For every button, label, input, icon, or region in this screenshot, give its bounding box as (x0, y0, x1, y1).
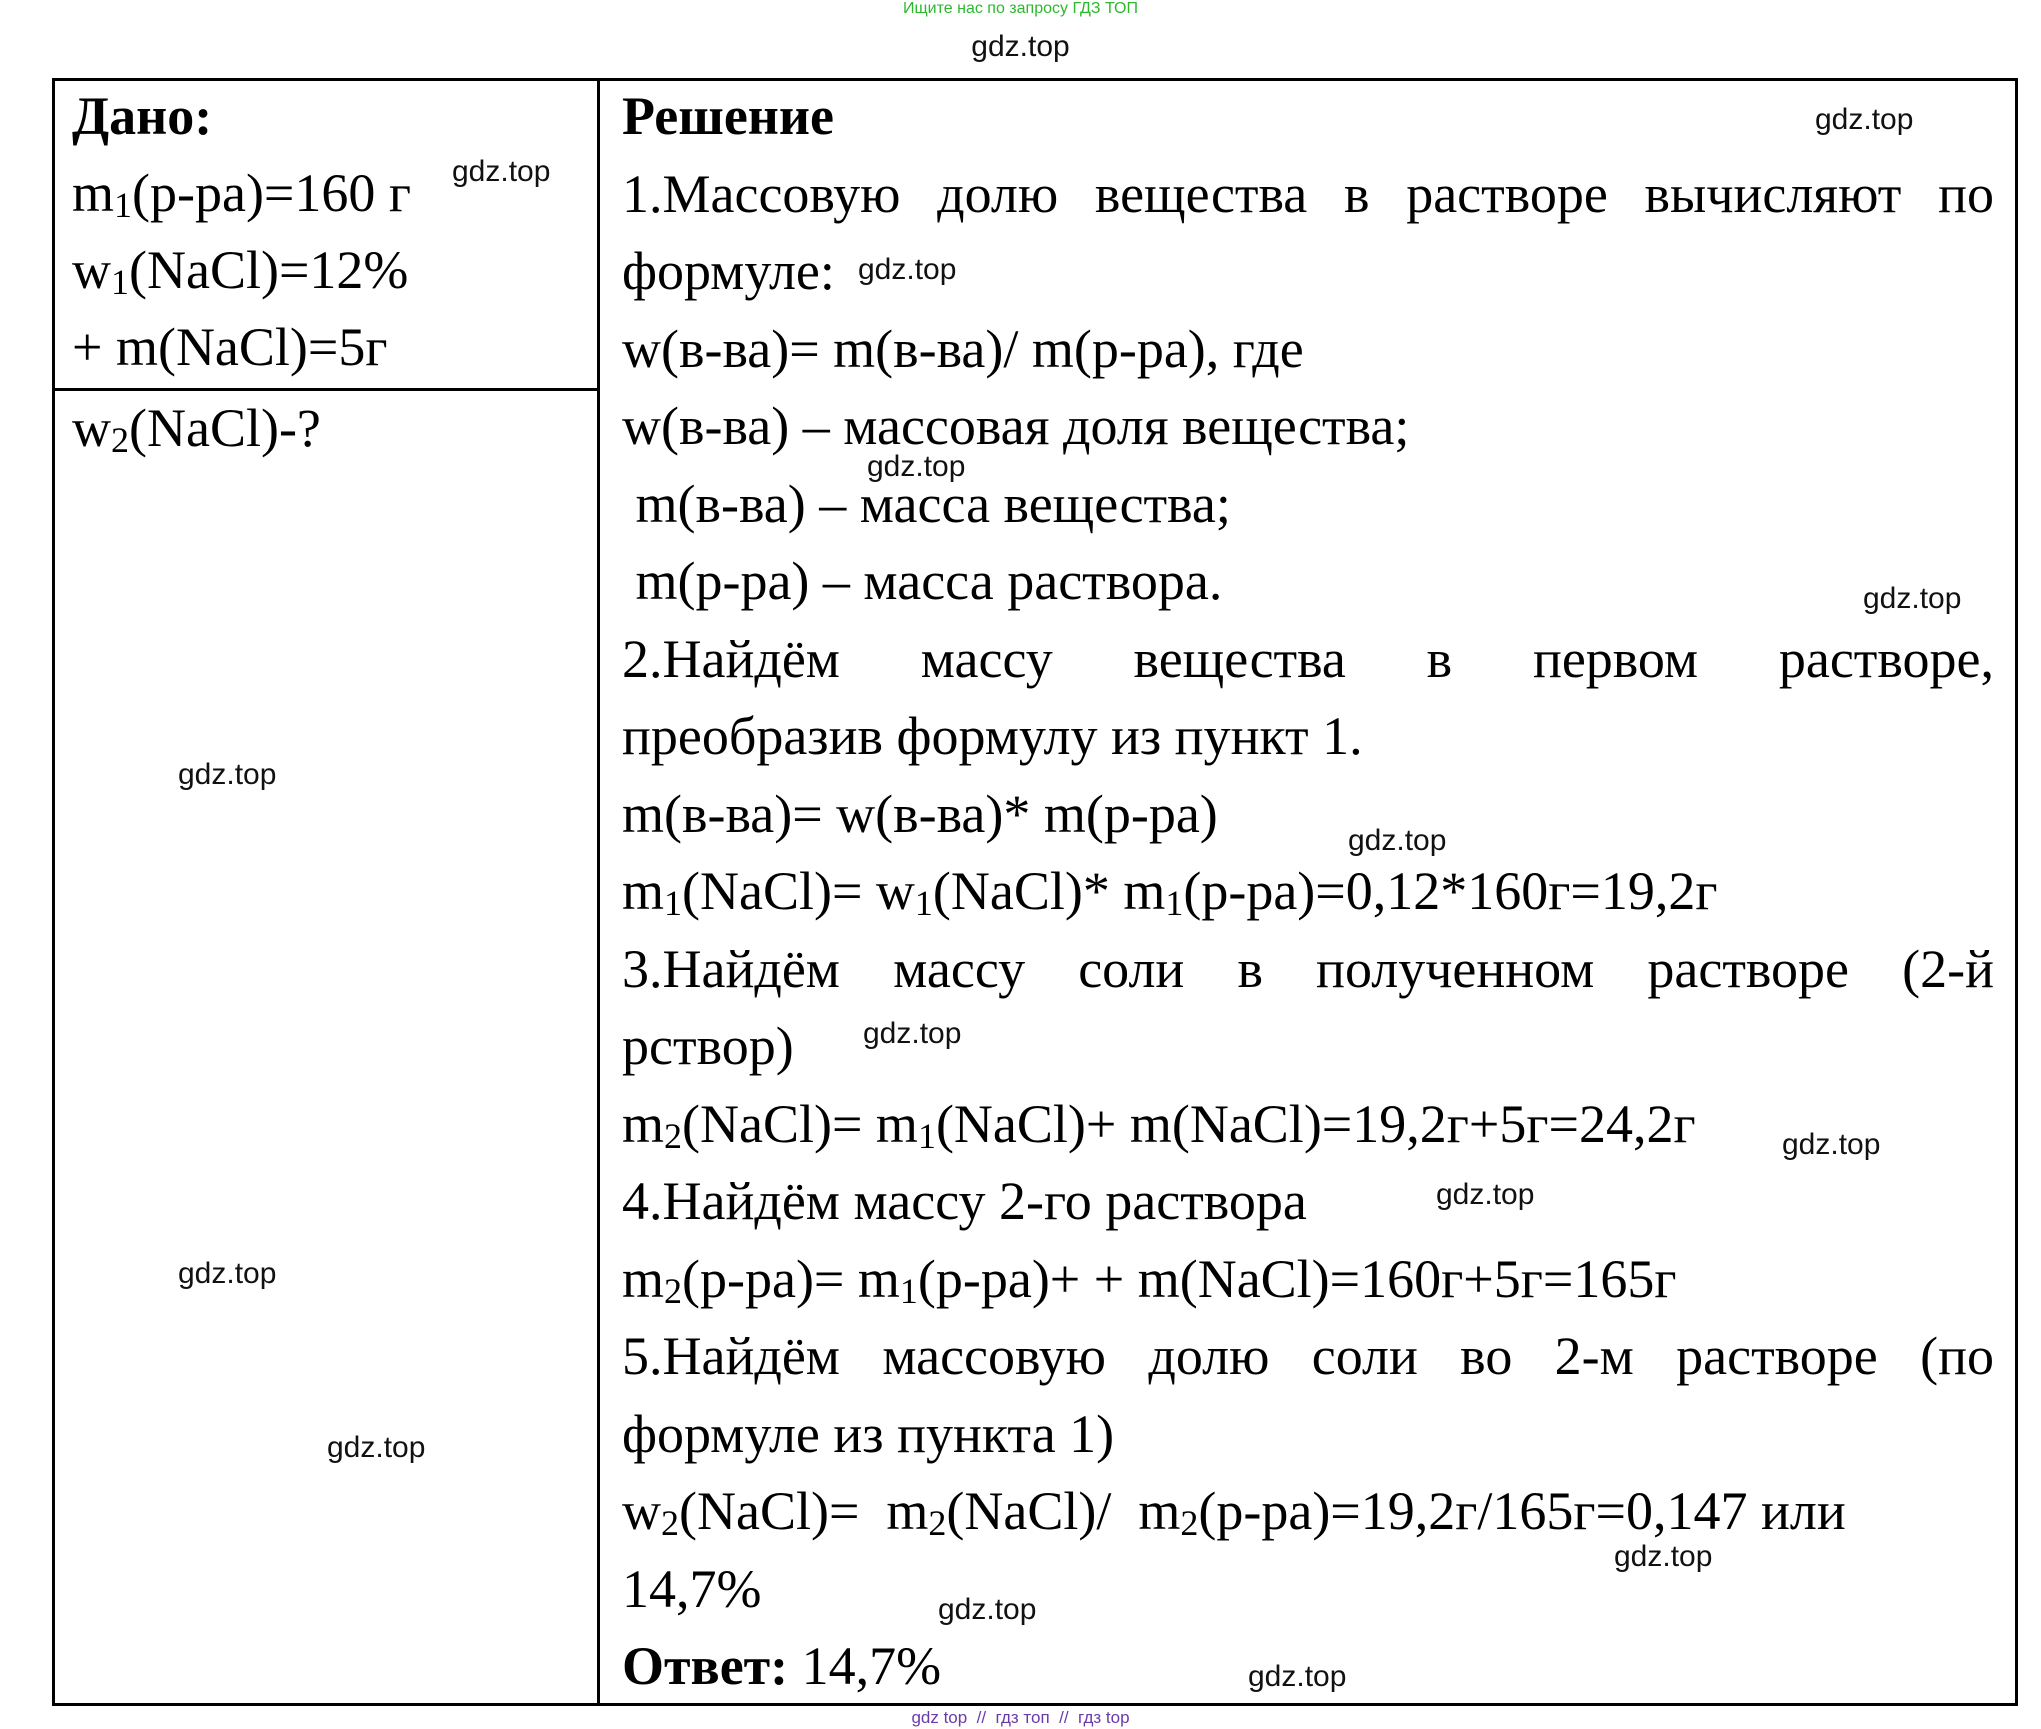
watermark: gdz.top (858, 253, 957, 286)
step-4-text: 4.Найдём массу 2-го раствора (622, 1171, 1307, 1231)
watermark: gdz.top (1782, 1128, 1881, 1161)
step-2-formula: m(в-ва)= w(в-ва)* m(р-ра) (622, 783, 1218, 844)
site-name[interactable]: gdz.top (971, 30, 1070, 63)
watermark: gdz.top (452, 155, 551, 188)
watermark: gdz.top (1815, 103, 1914, 136)
step-1-text: 1.Массовую долю вещества в растворе вычисляют по (622, 163, 1994, 224)
watermark: gdz.top (1348, 824, 1447, 857)
find-section (72, 390, 321, 467)
step-1-text-cont: формуле: (622, 241, 835, 301)
watermark: gdz.top (1436, 1178, 1535, 1211)
step-4-calculation: $m_2(р-ра)= m_1(р-ра)+$ + m(NaCl)=160г+5г=165г (622, 1248, 1677, 1311)
given-mass-solution: $m_1(р-ра)=160$ г (72, 163, 412, 225)
solution-section (622, 78, 1994, 1706)
watermark: gdz.top (178, 1257, 277, 1290)
given-heading: Дано: (72, 86, 213, 146)
watermark: gdz.top (178, 758, 277, 791)
given-section (72, 78, 411, 386)
column-divider (597, 78, 600, 1706)
step-3-text-cont: рствор) (622, 1016, 794, 1076)
watermark: gdz.top (1863, 582, 1962, 615)
answer-value: 14,7% (788, 1636, 942, 1696)
watermark: gdz.top (327, 1431, 426, 1464)
footer-links[interactable]: gdz top // гдз топ // гдз top (911, 1708, 1130, 1727)
answer-label: Ответ: (622, 1636, 789, 1696)
find-value: $w_2(NaCl)-$? (72, 398, 321, 460)
step-5-text: 5.Найдём массовую долю соли во 2-м растворе (по (622, 1326, 1994, 1386)
mass-fraction-formula: w(в-ва)= m(в-ва)/ m(р-ра), где (622, 318, 1304, 379)
solution-heading: Решение (622, 86, 834, 146)
step-3-text: 3.Найдём массу соли в полученном растворе (2-й (622, 938, 1994, 999)
step-2-calculation: $m_1(NaCl)=$ $w_1(NaCl)*$ $m_1(р-ра)=0,12*160г=19,2г$ (622, 861, 1718, 923)
step-2-text: 2.Найдём массу вещества в первом растворе, (622, 628, 1994, 689)
step-5-result: 14,7% (622, 1558, 762, 1619)
step-5-text-cont: формуле из пункта 1) (622, 1403, 1115, 1464)
definition-w: w(в-ва) – массовая доля вещества; (622, 396, 1410, 456)
definition-m-solution: m(р-ра) – масса раствора. (622, 551, 1223, 611)
step-5-calculation: $w_2(NaCl)=$ $m_2(NaCl)/$ $m_2(р-ра)=19,2г/165г=0,147$ или (622, 1481, 1846, 1543)
given-mass-fraction: $w_1(NaCl)=12\%$ (72, 240, 409, 302)
step-3-calculation: $m_2(NaCl)=$ $m_1(NaCl)+$ m(NaCl)=19,2г+5г=24,2г (622, 1093, 1696, 1156)
definition-m: m(в-ва) – масса вещества; (622, 473, 1231, 534)
step-2-text-cont: преобразив формулу из пункт 1. (622, 706, 1363, 766)
watermark: gdz.top (1614, 1540, 1713, 1573)
given-added-salt: + m(NaCl)=5г (72, 317, 388, 377)
watermark: gdz.top (1248, 1660, 1347, 1693)
watermark: gdz.top (863, 1017, 962, 1050)
watermark: gdz.top (938, 1593, 1037, 1626)
search-hint: Ищите нас по запросу ГДЗ ТОП (903, 0, 1138, 17)
watermark: gdz.top (867, 450, 966, 483)
